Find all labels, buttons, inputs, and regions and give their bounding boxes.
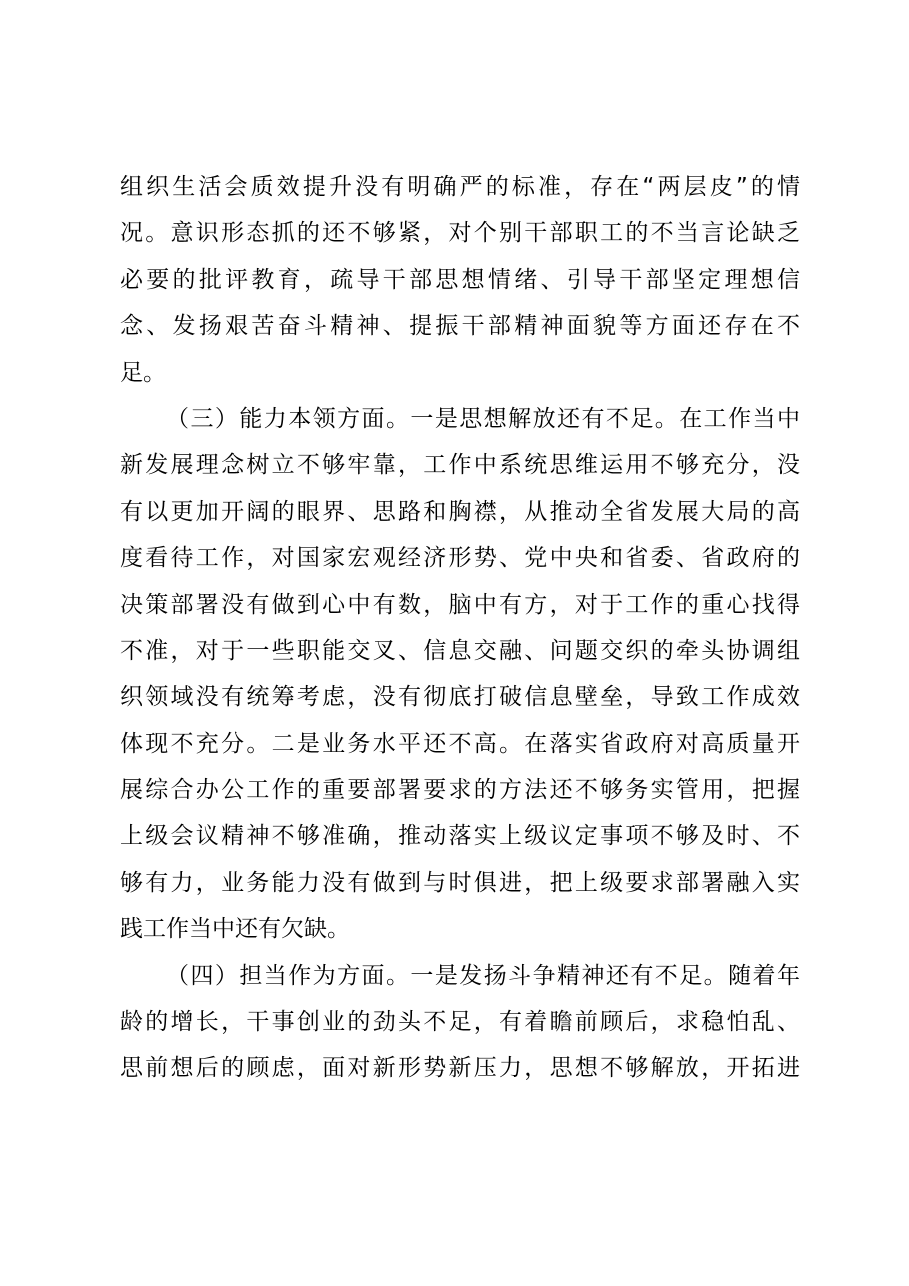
text-line: 践工作当中还有欠缺。 (120, 916, 350, 943)
text-line: 够有力，业务能力没有做到与时俱进，把上级要求部署融入实 (120, 869, 800, 896)
text-line: 组织生活会质效提升没有明确严的标准，存在“两层皮”的情 (120, 174, 800, 200)
text-line: 度看待工作，对国家宏观经济形势、党中央和省委、省政府的 (120, 545, 800, 572)
section-heading-line: （三）能力本领方面。一是思想解放还有不足。在工作当中 (166, 405, 800, 432)
text-line: 念、发扬艰苦奋斗精神、提振干部精神面貌等方面还存在不 (120, 313, 800, 340)
text-line: 思前想后的顾虑，面对新形势新压力，思想不够解放，开拓进 (120, 1055, 800, 1082)
text-line: 织领域没有统筹考虑，没有彻底打破信息壁垒，导致工作成效 (120, 684, 800, 711)
document-body (120, 164, 800, 1092)
text-line: 体现不充分。二是业务水平还不高。在落实省政府对高质量开 (120, 730, 800, 757)
text-line: 展综合办公工作的重要部署要求的方法还不够务实管用，把握 (120, 777, 800, 804)
text-line: 上级会议精神不够准确，推动落实上级议定事项不够及时、不 (120, 823, 800, 850)
section-heading-line: （四）担当作为方面。一是发扬斗争精神还有不足。随着年 (166, 962, 800, 989)
text-line: 龄的增长，干事创业的劲头不足，有着瞻前顾后，求稳怕乱、 (120, 1009, 800, 1036)
text-line: 有以更加开阔的眼界、思路和胸襟，从推动全省发展大局的高 (120, 498, 800, 525)
text-line: 新发展理念树立不够牢靠，工作中系统思维运用不够充分，没 (120, 452, 800, 479)
text-line: 不准，对于一些职能交叉、信息交融、问题交织的牵头协调组 (120, 637, 800, 664)
text-line: 足。 (120, 359, 166, 386)
text-line: 必要的批评教育，疏导干部思想情绪、引导干部坚定理想信 (120, 266, 800, 293)
text-line: 决策部署没有做到心中有数，脑中有方，对于工作的重心找得 (120, 591, 800, 618)
text-line: 况。意识形态抓的还不够紧，对个别干部职工的不当言论缺乏 (120, 220, 800, 247)
